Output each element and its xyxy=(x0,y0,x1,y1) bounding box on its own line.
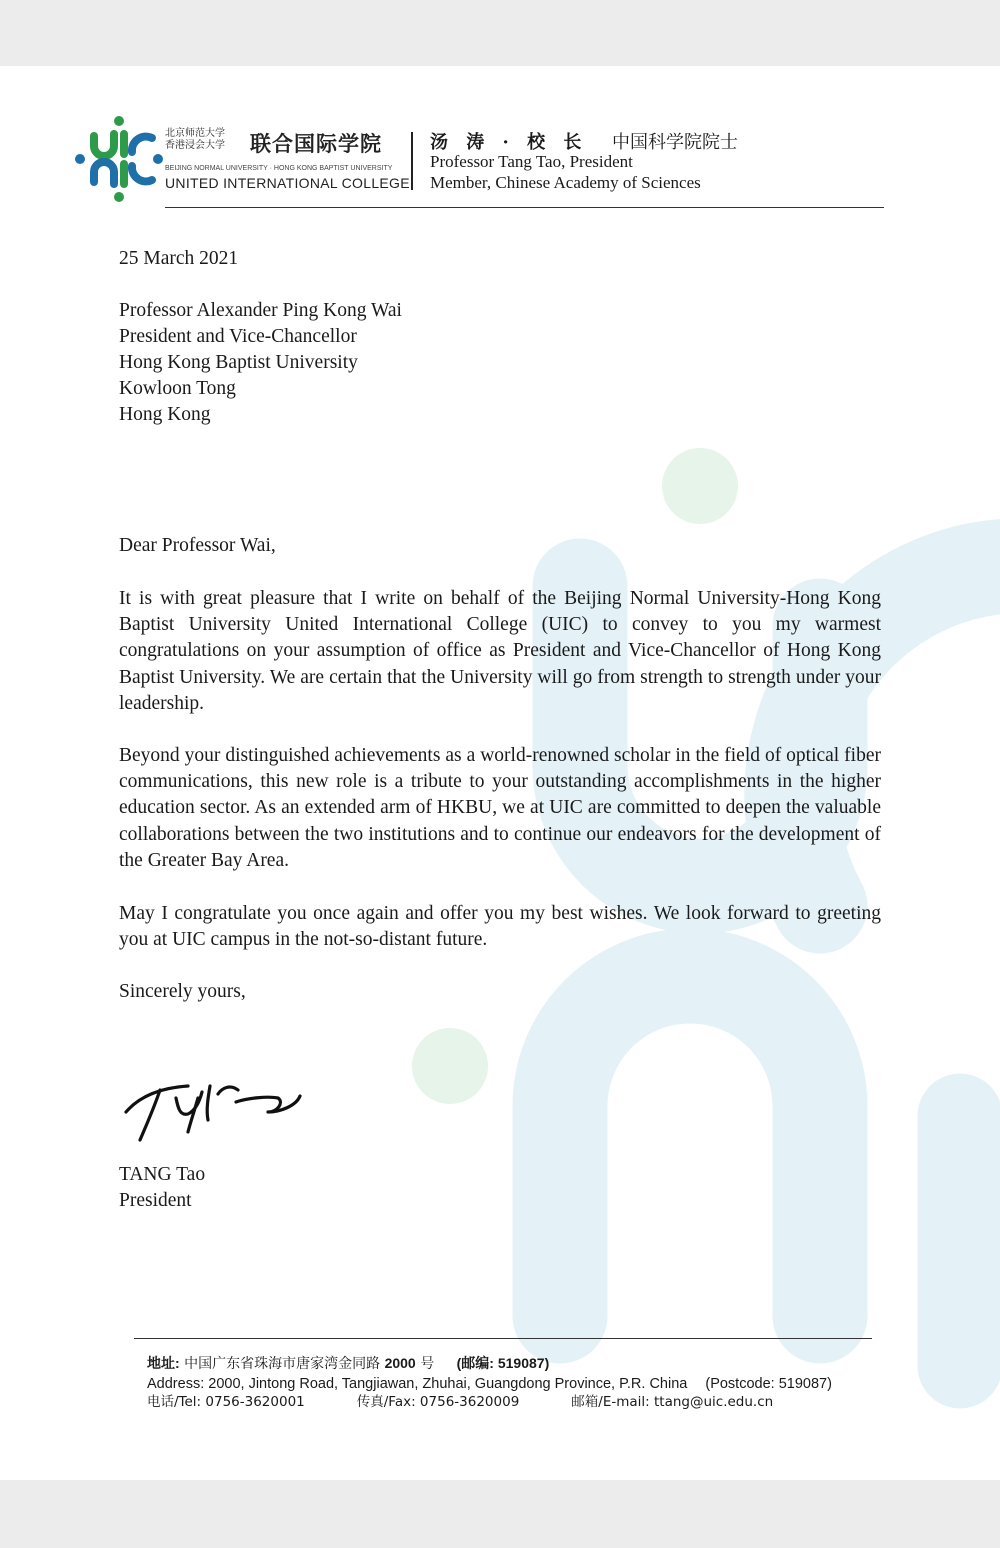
body-paragraph: Beyond your distinguished achievements as a world-renowned scholar in the field of optical fiber communications, this new role is a tribute to your outstanding accomplishments in the higher education sector. As an extended arm of HKBU, we at UIC are committed to deepen the valuable collaborations between the two institutions and to continue our endeavors for the development of the Greater Bay Area. xyxy=(119,745,881,871)
college-name-block xyxy=(165,126,410,206)
footer-rule xyxy=(134,1338,872,1339)
recipient-line: President and Vice-Chancellor xyxy=(119,326,357,347)
partner-university-cn-2: 香港浸会大学 xyxy=(165,140,225,151)
footer-contact xyxy=(147,1393,773,1411)
signatory-title: President xyxy=(119,1190,192,1211)
footer-email: 邮箱/E-mail: ttang@uic.edu.cn xyxy=(571,1394,774,1410)
footer-address-cn-text: 中国广东省珠海市唐家湾金同路 xyxy=(184,1356,381,1372)
letter-page xyxy=(0,66,1000,1480)
signature xyxy=(118,1068,308,1148)
president-name-en: Professor Tang Tao, President xyxy=(430,152,633,171)
header-rule xyxy=(165,207,884,208)
footer-postcode-cn: (邮编: 519087) xyxy=(456,1355,550,1371)
president-title-en: Member, Chinese Academy of Sciences xyxy=(430,173,701,192)
partner-university-cn-1: 北京师范大学 xyxy=(165,128,225,139)
president-name-cn: 汤 涛 · 校 长 xyxy=(430,132,588,153)
signatory-name: TANG Tao xyxy=(119,1164,206,1185)
body-paragraph: May I congratulate you once again and offer you my best wishes. We look forward to greeting you at UIC campus in the not-so-distant future. xyxy=(119,903,881,951)
recipient-line: Hong Kong Baptist University xyxy=(119,352,358,373)
recipient-line: Professor Alexander Ping Kong Wai xyxy=(119,300,402,321)
college-name-en: UNITED INTERNATIONAL COLLEGE xyxy=(165,175,410,191)
salutation: Dear Professor Wai, xyxy=(119,535,276,556)
college-name-cn: 联合国际学院 xyxy=(250,132,382,156)
footer-address-en-text: Address: 2000, Jintong Road, Tangjiawan, Zhuhai, Guangdong Province, P.R. China xyxy=(147,1376,688,1392)
letter-date: 25 March 2021 xyxy=(119,248,239,269)
partner-universities-en: BEIJING NORMAL UNIVERSITY · HONG KONG BAPTIST UNIVERSITY xyxy=(165,165,393,172)
president-title-cn: 中国科学院院士 xyxy=(612,132,738,153)
footer-address-cn-number: 2000 xyxy=(384,1355,416,1371)
footer-address-cn-label: 地址: xyxy=(147,1355,180,1371)
recipient-line: Hong Kong xyxy=(119,404,211,425)
footer-address-cn-suffix: 号 xyxy=(420,1356,435,1372)
footer-tel: 电话/Tel: 0756-3620001 xyxy=(147,1394,305,1410)
footer-fax: 传真/Fax: 0756-3620009 xyxy=(356,1394,520,1410)
recipient-line: Kowloon Tong xyxy=(119,378,236,399)
footer-address-en xyxy=(147,1375,832,1393)
body-paragraph: It is with great pleasure that I write on behalf of the Beijing Normal University-Hong Kong Baptist University United International College (UIC) to convey to you my warmest congratulations on your assumption of office as President and Vice-Chancellor of Hong Kong Baptist University. We are certain that the University will go from strength to strength under your leadership. xyxy=(119,588,881,714)
footer-postcode-en: (Postcode: 519087) xyxy=(705,1376,832,1392)
closing: Sincerely yours, xyxy=(119,981,246,1002)
header-divider xyxy=(411,132,413,190)
footer-address-cn xyxy=(147,1354,549,1373)
uic-logo xyxy=(74,114,164,204)
